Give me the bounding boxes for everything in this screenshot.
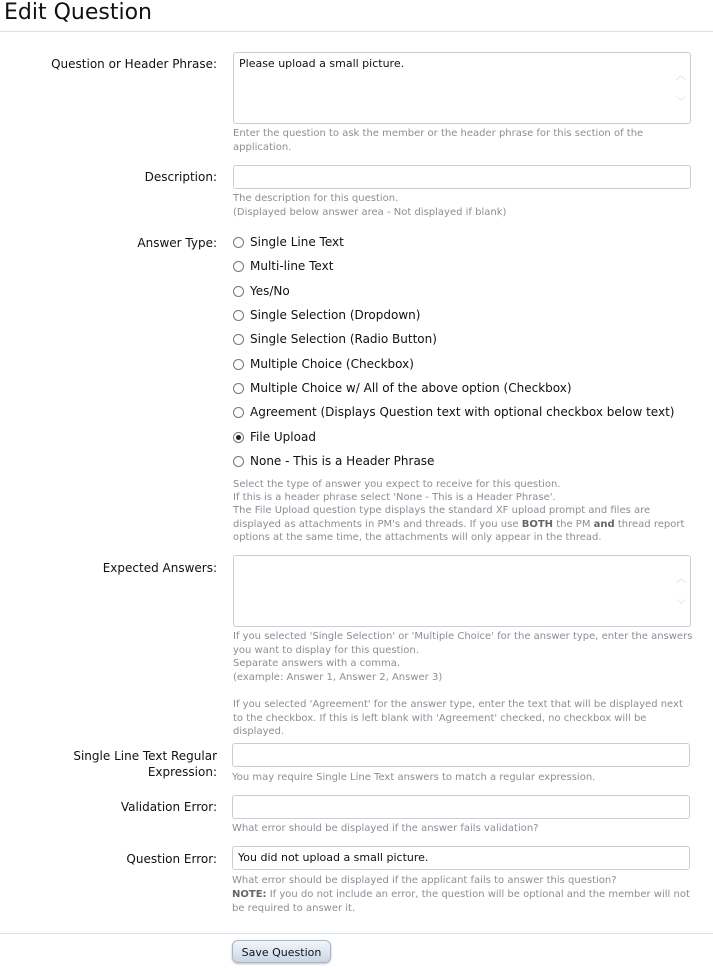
scroll-down-icon[interactable]: ﹀ [676,600,686,611]
radio-button[interactable] [233,359,244,370]
answer-type-option-label: Multiple Choice w/ All of the above option (Checkbox) [250,381,572,395]
expected-answers-textarea[interactable] [233,555,691,627]
answer-type-option-label: Agreement (Displays Question text with optional checkbox below text) [250,405,675,419]
question-error-label: Question Error: [126,852,217,866]
regex-input[interactable] [232,743,690,767]
validation-error-input[interactable] [232,795,690,819]
save-question-button[interactable]: Save Question [232,940,331,963]
answer-type-hint-2: If this is a header phrase select 'None - This is a Header Phrase'. [233,492,556,503]
answer-type-option[interactable] [233,331,437,347]
answer-type-option[interactable] [233,453,434,469]
description-label: Description: [144,170,217,184]
answer-type-option[interactable] [233,429,316,445]
question-error-input[interactable]: You did not upload a small picture. [232,846,690,870]
answer-type-option[interactable] [233,283,290,299]
validation-error-label: Validation Error: [120,800,217,814]
page-title: Edit Question [4,0,152,25]
scroll-down-icon[interactable]: ﹀ [676,97,686,108]
radio-button[interactable] [233,286,244,297]
expected-answers-hint-1: If you selected 'Single Selection' or 'Multiple Choice' for the answer type, enter the answers you want to display for this question. [233,631,693,656]
answer-type-option-label: Single Selection (Dropdown) [250,308,421,322]
answer-type-option[interactable] [233,356,414,372]
answer-type-hint-3: The File Upload question type displays the standard XF upload prompt and files are displayed as attachments in PM's and threads. If you use BOTH the PM and thread report options at the same time, the attachments will only appear in the thread. [233,505,685,543]
radio-button[interactable] [233,432,244,443]
description-hint-2: (Displayed below answer area - Not displayed if blank) [233,207,507,218]
answer-type-option[interactable] [233,404,674,420]
answer-type-label: Answer Type: [137,236,217,250]
expected-answers-hint-4: If you selected 'Agreement' for the answer type, enter the text that will be displayed next to the checkbox. If this is left blank with 'Agreement' checked, no checkbox will be displayed. [233,699,683,737]
regex-label-line-1: Single Line Text Regular [73,749,217,763]
radio-button[interactable] [233,383,244,394]
answer-type-option-label: Multiple Choice (Checkbox) [250,357,414,371]
answer-type-option[interactable] [233,234,344,250]
question-textarea[interactable] [233,52,691,124]
answer-type-option[interactable] [233,258,333,274]
radio-button[interactable] [233,310,244,321]
question-hint: Enter the question to ask the member or the header phrase for this section of the application. [233,128,644,153]
answer-type-option-label: File Upload [250,430,316,444]
expected-answers-label: Expected Answers: [102,561,217,575]
answer-type-option-label: Single Selection (Radio Button) [250,332,437,346]
answer-type-hint-1: Select the type of answer you expect to receive for this question. [233,479,561,490]
regex-hint: You may require Single Line Text answers to match a regular expression. [232,772,596,783]
radio-button[interactable] [233,456,244,467]
radio-button[interactable] [233,334,244,345]
radio-selected-dot [236,435,241,440]
answer-type-option[interactable] [233,307,420,323]
radio-button[interactable] [233,407,244,418]
title-divider [0,31,713,32]
footer-divider [0,933,713,934]
question-error-hint: What error should be displayed if the applicant fails to answer this question? [232,875,617,886]
expected-answers-hint-2: Separate answers with a comma. [233,658,401,669]
answer-type-option[interactable] [233,380,572,396]
answer-type-option-label: None - This is a Header Phrase [250,454,435,468]
answer-type-option-label: Multi-line Text [250,259,334,273]
scroll-up-icon[interactable]: ︿ [676,574,686,585]
description-input[interactable] [233,165,691,189]
question-value: Please upload a small picture. [239,57,405,70]
regex-label-line-2: Expression: [147,765,217,779]
question-label: Question or Header Phrase: [51,57,217,71]
radio-button[interactable] [233,261,244,272]
validation-error-hint: What error should be displayed if the answer fails validation? [232,823,539,834]
radio-button[interactable] [233,237,244,248]
description-hint-1: The description for this question. [233,193,399,204]
question-error-note: NOTE: If you do not include an error, the question will be optional and the member will not be required to answer it. [232,889,690,914]
answer-type-option-label: Single Line Text [250,235,344,249]
expected-answers-hint-3: (example: Answer 1, Answer 2, Answer 3) [233,672,443,683]
scroll-up-icon[interactable]: ︿ [676,71,686,82]
answer-type-option-label: Yes/No [250,284,290,298]
